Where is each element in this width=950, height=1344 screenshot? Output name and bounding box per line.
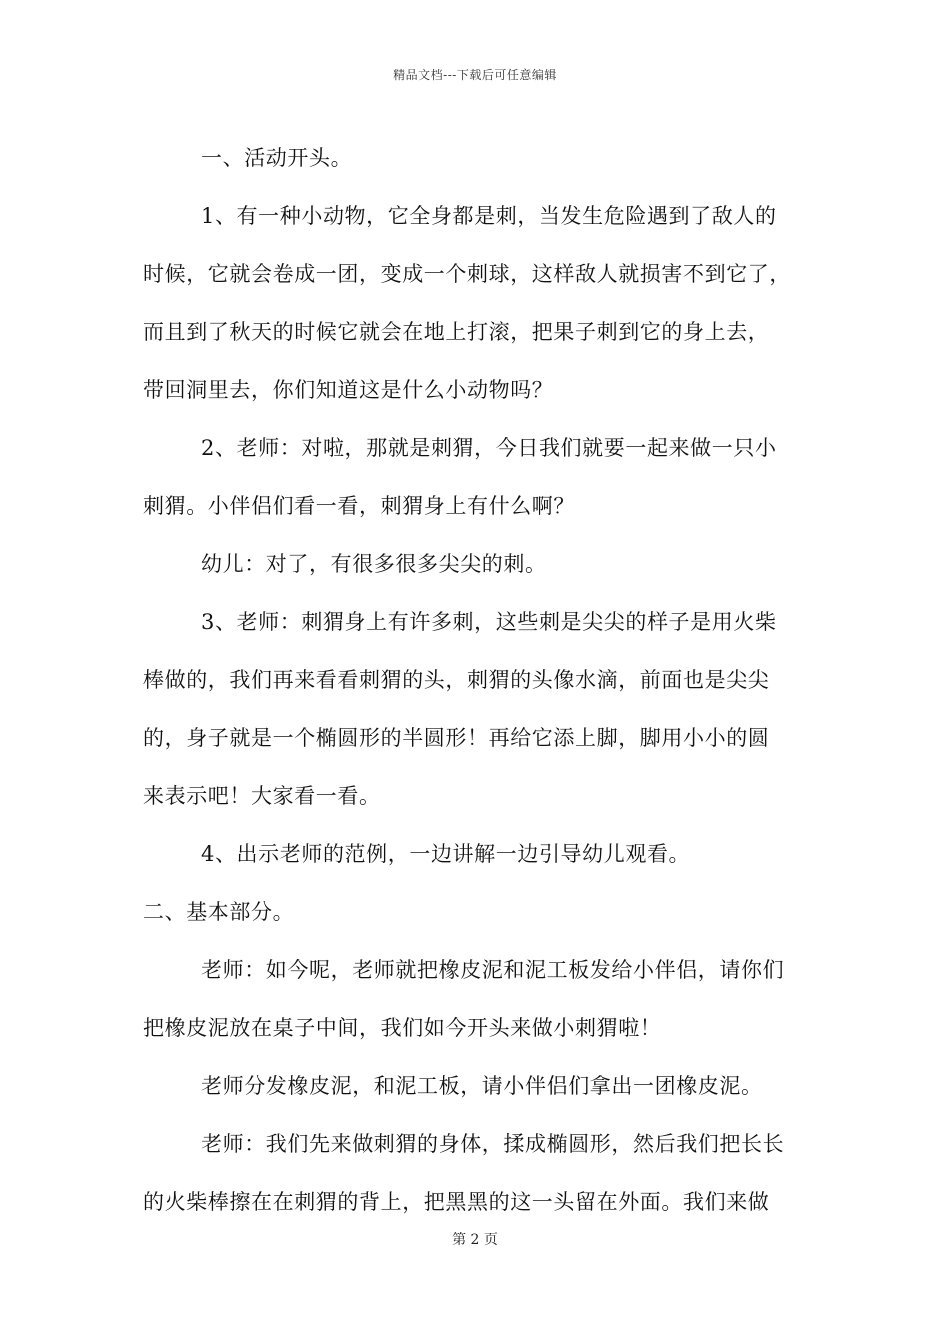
page-number: 第 2 页 <box>452 1232 498 1248</box>
section-heading-activity-start: 一、活动开头。 <box>201 146 353 170</box>
paragraph-line: 幼儿：对了，有很多很多尖尖的刺。 <box>201 552 547 576</box>
paragraph-line: 的火柴棒擦在在刺猬的背上，把黑黑的这一头留在外面。我们来做 <box>143 1190 770 1214</box>
paragraph-line: 来表示吧！大家看一看。 <box>143 784 381 808</box>
paragraph-line: 刺猬。小伴侣们看一看，刺猬身上有什么啊？ <box>143 494 575 518</box>
paragraph-line: 把橡皮泥放在桌子中间，我们如今开头来做小刺猬啦！ <box>143 1016 662 1040</box>
paragraph-line: 棒做的，我们再来看看刺猬的头，刺猬的头像水滴，前面也是尖尖 <box>143 668 770 692</box>
paragraph-line: 带回洞里去，你们知道这是什么小动物吗？ <box>143 378 554 402</box>
paragraph-line: 时候，它就会卷成一团，变成一个刺球，这样敌人就损害不到它了， <box>143 262 791 286</box>
paragraph-line: 2、老师：对啦，那就是刺猬，今日我们就要一起来做一只小 <box>201 436 777 460</box>
paragraph-line: 而且到了秋天的时候它就会在地上打滚，把果子刺到它的身上去， <box>143 320 770 344</box>
page-header: 精品文档---下载后可任意编辑 <box>393 68 557 82</box>
paragraph-line: 1、有一种小动物，它全身都是刺，当发生危险遇到了敌人的 <box>201 204 777 228</box>
paragraph-line: 的，身子就是一个椭圆形的半圆形！再给它添上脚，脚用小小的圆 <box>143 726 770 750</box>
paragraph-line: 老师：如今呢，老师就把橡皮泥和泥工板发给小伴侣，请你们 <box>201 958 785 982</box>
paragraph-line: 老师分发橡皮泥，和泥工板，请小伴侣们拿出一团橡皮泥。 <box>201 1074 763 1098</box>
section-heading-basic-part: 二、基本部分。 <box>143 900 295 924</box>
paragraph-line: 3、老师：刺猬身上有许多刺，这些刺是尖尖的样子是用火柴 <box>201 610 777 634</box>
paragraph-line: 4、出示老师的范例，一边讲解一边引导幼儿观看。 <box>201 842 691 866</box>
paragraph-line: 老师：我们先来做刺猬的身体，揉成椭圆形，然后我们把长长 <box>201 1132 785 1156</box>
document-body <box>143 133 823 1235</box>
